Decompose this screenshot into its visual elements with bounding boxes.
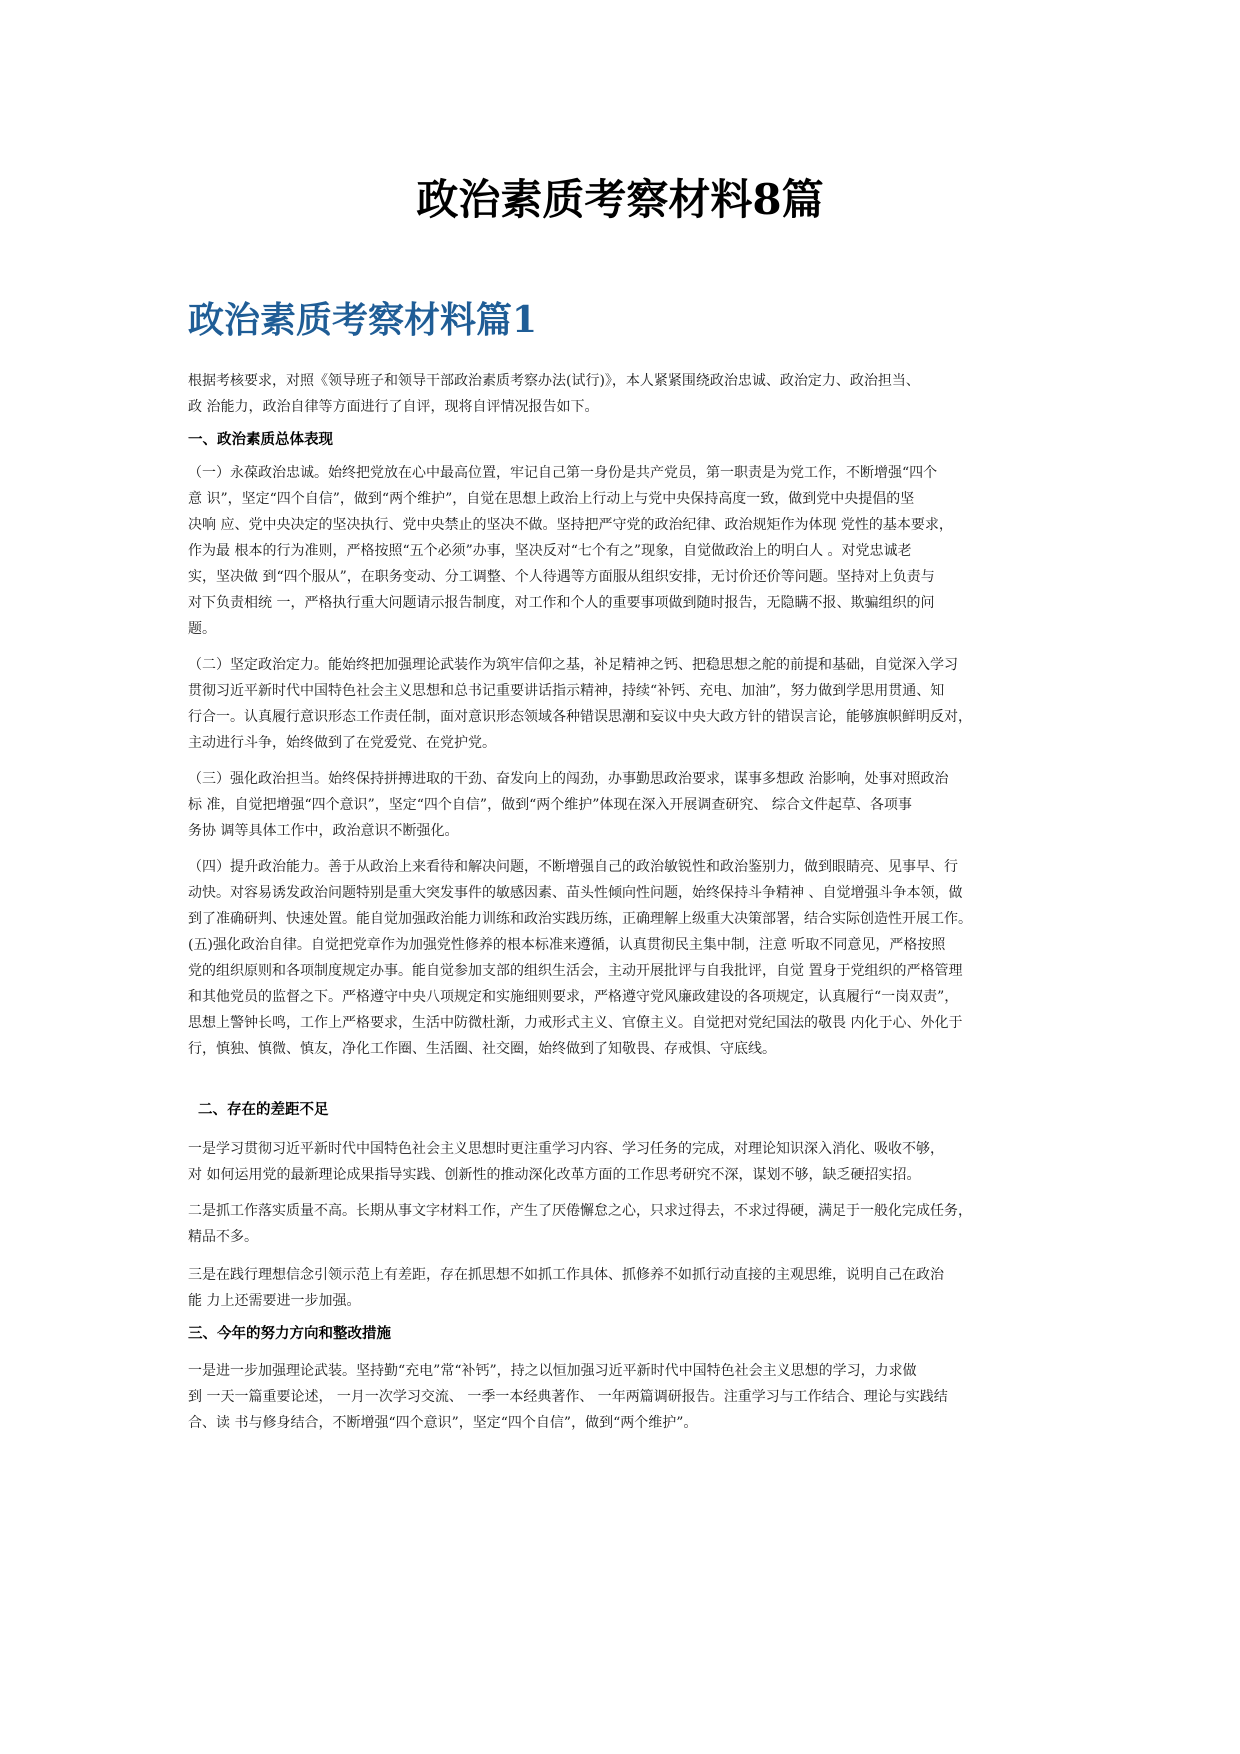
paragraph-shortcoming-3: [188, 1262, 1058, 1314]
text-line: 决响 应、党中央决定的坚决执行、党中央禁止的坚决不做。坚持把严守党的政治纪律、政治规矩作为体现 党性的基本要求，: [188, 517, 953, 533]
text-line: 作为最 根本的行为准则，严格按照“五个必须”办事，坚决反对“七个有之”现象，自觉做政治上的明白人 。对党忠诚老: [188, 543, 912, 559]
text-line: 到了准确研判、快速处置。能自觉加强政治能力训练和政治实践历练，正确理解上级重大决策部署，结合实际创造性开展工作。: [188, 911, 972, 927]
text-line: （二）坚定政治定力。能始终把加强理论武装作为筑牢信仰之基，补足精神之钙、把稳思想之舵的前提和基础，自觉深入学习: [188, 657, 958, 673]
paragraph-ability-discipline: [188, 854, 1058, 1062]
section-title: 政治素质考察材料篇1: [188, 299, 538, 341]
heading-political-quality: 一、政治素质总体表现: [188, 432, 333, 448]
text-line: 二是抓工作落实质量不高。长期从事文字材料工作，产生了厌倦懈怠之心，只求过得去，不求过得硬，满足于一般化完成任务，: [188, 1203, 972, 1219]
text-line: 对下负责相统 一，严格执行重大问题请示报告制度，对工作和个人的重要事项做到随时报告，无隐瞒不报、欺骗组织的问: [188, 595, 935, 611]
paragraph-shortcoming-2: [188, 1198, 1058, 1250]
text-line: 一是进一步加强理论武装。坚持勤“充电”常“补钙”，持之以恒加强习近平新时代中国特色社会主义思想的学习，力求做: [188, 1363, 917, 1379]
text-line: 对 如何运用党的最新理论成果指导实践、创新性的推动深化改革方面的工作思考研究不深，谋划不够，缺乏硬招实招。: [188, 1167, 921, 1183]
paragraph-determination: [188, 652, 1058, 756]
text-line: 思想上警钟长鸣，工作上严格要求，生活中防微杜渐，力戒形式主义、官僚主义。自觉把对党纪国法的敬畏 内化于心、外化于: [188, 1015, 963, 1031]
text-line: 到 一天一篇重要论述， 一月一次学习交流、 一季一本经典著作、 一年两篇调研报告。注重学习与工作结合、理论与实践结: [188, 1389, 948, 1405]
text-line: 实，坚决做 到“四个服从”，在职务变动、分工调整、个人待遇等方面服从组织安排，无讨价还价等问题。坚持对上负责与: [188, 569, 935, 585]
text-line: 精品不多。: [188, 1229, 258, 1245]
text-line: （一）永葆政治忠诚。始终把党放在心中最高位置，牢记自己第一身份是共产党员，第一职责是为党工作，不断增强“四个: [188, 465, 938, 481]
text-line: 主动进行斗争，始终做到了在党爱党、在党护党。: [188, 735, 496, 751]
paragraph-measure-1: [188, 1358, 1058, 1436]
text-line: 能 力上还需要进一步加强。: [188, 1293, 361, 1309]
heading-measures: 三、今年的努力方向和整改措施: [188, 1326, 391, 1342]
text-line: 一是学习贯彻习近平新时代中国特色社会主义思想时更注重学习内容、学习任务的完成，对理论知识深入消化、吸收不够，: [188, 1141, 944, 1157]
text-line: 务协 调等具体工作中，政治意识不断强化。: [188, 823, 459, 839]
text-line: （三）强化政治担当。始终保持拼搏进取的干劲、奋发向上的闯劲，办事勤思政治要求，谋事多想政 治影响，处事对照政治: [188, 771, 949, 787]
text-line: 动快。对容易诱发政治问题特别是重大突发事件的敏感因素、苗头性倾向性问题，始终保持斗争精神 、自觉增强斗争本领，做: [188, 885, 963, 901]
text-line: (五)强化政治自律。自觉把党章作为加强党性修养的根本标准来遵循，认真贯彻民主集中制，注意 听取不同意见，严格按照: [188, 937, 946, 953]
text-line: 意 识”，坚定“四个自信”，做到“两个维护”，自觉在思想上政治上行动上与党中央保持高度一致，做到党中央提倡的坚: [188, 491, 915, 507]
text-line: 合、读 书与修身结合，不断增强“四个意识”，坚定“四个自信”，做到“两个维护”。: [188, 1415, 698, 1431]
text-line: 标 准，自觉把增强“四个意识”，坚定“四个自信”，做到“两个维护”体现在深入开展调查研究、 综合文件起草、各项事: [188, 797, 912, 813]
text-line: 党的组织原则和各项制度规定办事。能自觉参加支部的组织生活会，主动开展批评与自我批评，自觉 置身于党组织的严格管理: [188, 963, 963, 979]
text-line: 三是在践行理想信念引领示范上有差距，存在抓思想不如抓工作具体、抓修养不如抓行动直接的主观思维，说明自己在政治: [188, 1267, 944, 1283]
paragraph-loyalty: [188, 460, 1058, 642]
text-line: 政 治能力，政治自律等方面进行了自评，现将自评情况报告如下。: [188, 399, 599, 415]
text-line: 行合一。认真履行意识形态工作责任制，面对意识形态领域各种错误思潮和妄议中央大政方针的错误言论，能够旗帜鲜明反对，: [188, 709, 972, 725]
text-line: 根据考核要求，对照《领导班子和领导干部政治素质考察办法(试行)》，本人紧紧围绕政治忠诚、政治定力、政治担当、: [188, 373, 920, 389]
paragraph-responsibility: [188, 766, 1058, 844]
text-line: 贯彻习近平新时代中国特色社会主义思想和总书记重要讲话指示精神，持续“补钙、充电、加油”，努力做到学思用贯通、知: [188, 683, 945, 699]
text-line: 题。: [188, 621, 216, 637]
paragraph-shortcoming-1: [188, 1136, 1058, 1188]
text-line: （四）提升政治能力。善于从政治上来看待和解决问题，不断增强自己的政治敏锐性和政治鉴别力，做到眼睛亮、见事早、行: [188, 859, 958, 875]
intro-paragraph: [188, 368, 1058, 420]
document-title: 政治素质考察材料8篇: [416, 175, 824, 224]
heading-shortcomings: 二、存在的差距不足: [198, 1102, 329, 1118]
text-line: 和其他党员的监督之下。严格遵守中央八项规定和实施细则要求，严格遵守党风廉政建设的各项规定，认真履行“一岗双责”，: [188, 989, 959, 1005]
text-line: 行，慎独、慎微、慎友，净化工作圈、生活圈、社交圈，始终做到了知敬畏、存戒惧、守底线。: [188, 1041, 776, 1057]
